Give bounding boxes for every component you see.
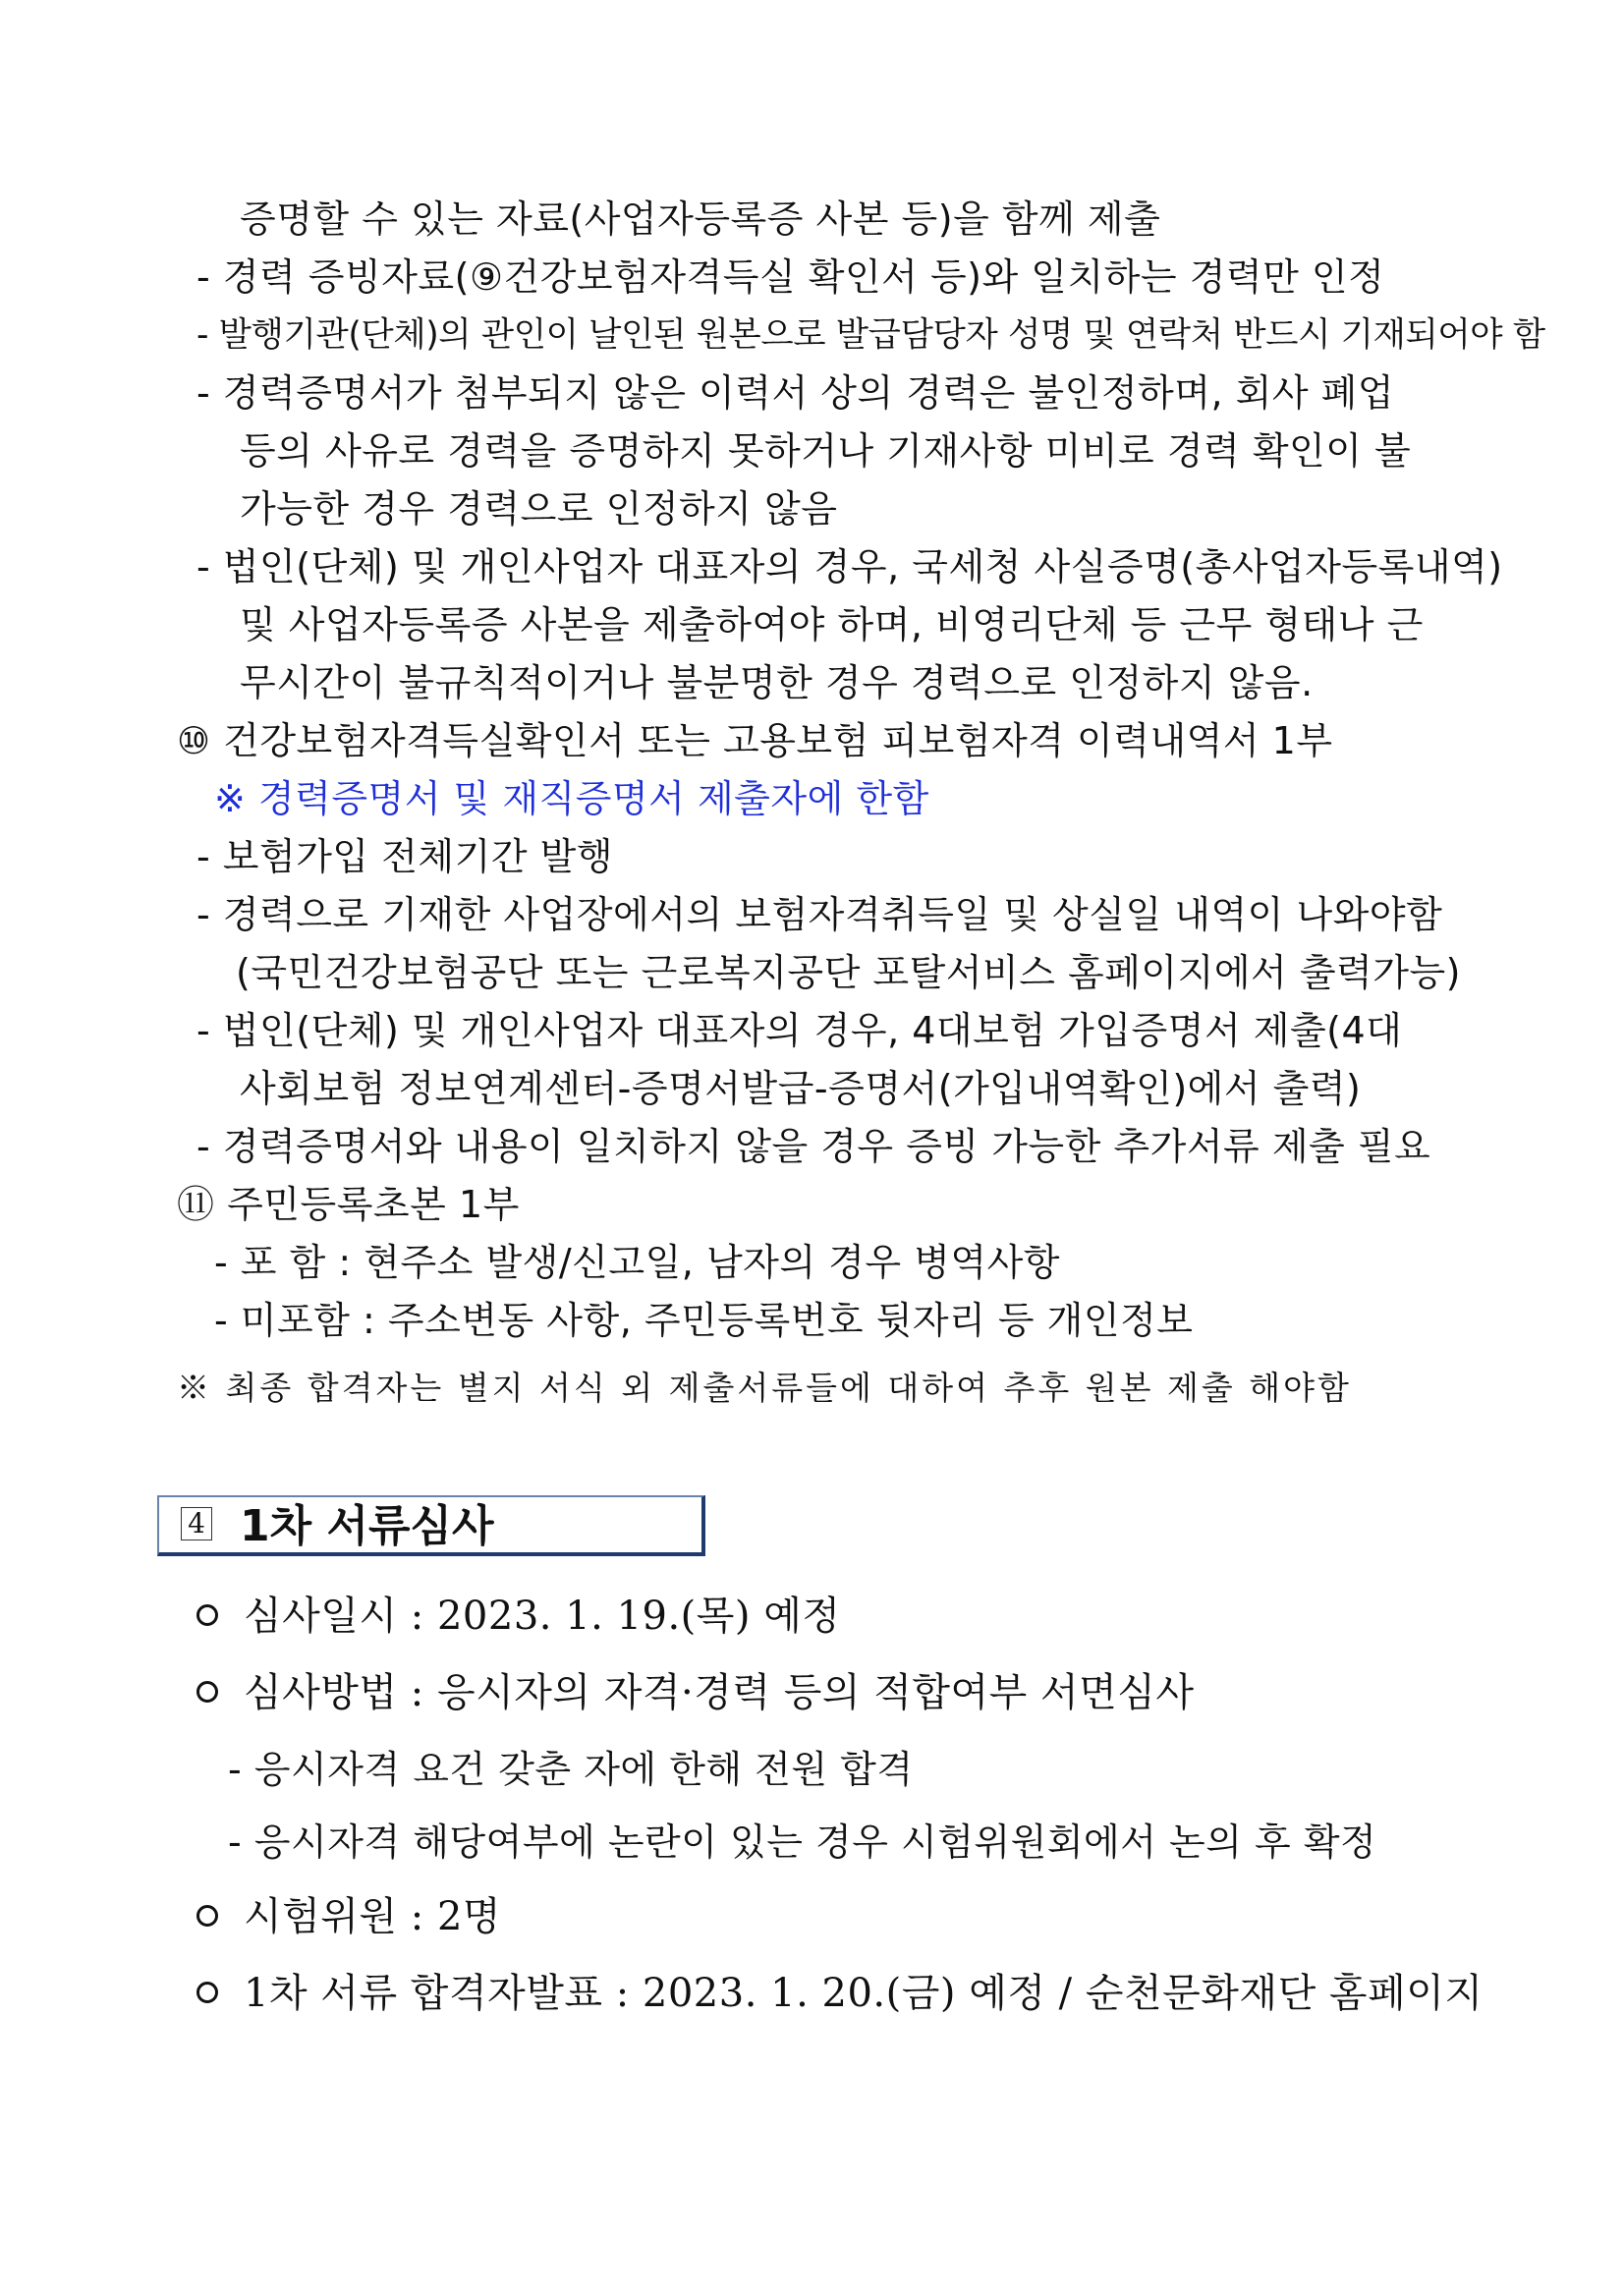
section-number: 4	[181, 1507, 212, 1540]
text-line: - 경력증명서와 내용이 일치하지 않을 경우 증빙 가능한 추가서류 제출 필요	[196, 1125, 1431, 1168]
text-line: - 보험가입 전체기간 발행	[196, 835, 614, 878]
section-title: 1차 서류심사	[240, 1501, 494, 1551]
circle-bullet-icon	[196, 1982, 218, 2003]
text-line: - 포 함 : 현주소 발생/신고일, 남자의 경우 병역사항	[214, 1241, 1060, 1284]
text-line: 사회보험 정보연계센터-증명서발급-증명서(가입내역확인)에서 출력)	[240, 1067, 1362, 1110]
text-line: - 법인(단체) 및 개인사업자 대표자의 경우, 국세청 사실증명(총사업자등록내역)	[196, 545, 1503, 588]
circle-bullet-icon	[196, 1604, 218, 1626]
list-item: 시험위원 : 2명	[196, 1894, 501, 1939]
circle-bullet-icon	[196, 1905, 218, 1927]
text-line: - 경력증명서가 첨부되지 않은 이력서 상의 경력은 불인정하며, 회사 폐업	[196, 371, 1395, 415]
text-line: - 발행기관(단체)의 관인이 날인된 원본으로 발급담당자 성명 및 연락처 반드시 기재되어야 함	[196, 315, 1545, 355]
note-line: ※ 경력증명서 및 재직증명서 제출자에 한함	[214, 777, 929, 820]
text-line: - 경력 증빙자료(⑨건강보험자격득실 확인서 등)와 일치하는 경력만 인정	[196, 255, 1385, 299]
text-line: 무시간이 불규칙적이거나 불분명한 경우 경력으로 인정하지 않음.	[240, 661, 1314, 704]
list-item: - 응시자격 요건 갖춘 자에 한해 전원 합격	[228, 1748, 914, 1791]
text-line: - 미포함 : 주소변동 사항, 주민등록번호 뒷자리 등 개인정보	[214, 1299, 1194, 1342]
text-line: 및 사업자등록증 사본을 제출하여야 하며, 비영리단체 등 근무 형태나 근	[240, 603, 1424, 646]
text-line: - 경력으로 기재한 사업장에서의 보험자격취득일 및 상실일 내역이 나와야함	[196, 893, 1443, 936]
section-header	[157, 1495, 705, 1556]
list-item: 심사일시 : 2023. 1. 19.(목) 예정	[196, 1594, 841, 1639]
text-line: 증명할 수 있는 자료(사업자등록증 사본 등)을 함께 제출	[240, 197, 1161, 241]
list-item: 1차 서류 합격자발표 : 2023. 1. 20.(금) 예정 / 순천문화재단 홈페이지	[196, 1971, 1484, 2016]
text-line: 등의 사유로 경력을 증명하지 못하거나 기재사항 미비로 경력 확인이 불	[240, 429, 1412, 473]
text-line: 가능한 경우 경력으로 인정하지 않음	[240, 487, 838, 531]
text-line: ⑩ 건강보험자격득실확인서 또는 고용보험 피보험자격 이력내역서 1부	[177, 719, 1333, 762]
text-line: (국민건강보험공단 또는 근로복지공단 포탈서비스 홈페이지에서 출력가능)	[236, 951, 1461, 994]
list-item: - 응시자격 해당여부에 논란이 있는 경우 시험위원회에서 논의 후 확정	[228, 1820, 1377, 1864]
circle-bullet-icon	[196, 1681, 218, 1703]
notice-line: ※ 최종 합격자는 별지 서식 외 제출서류들에 대하여 추후 원본 제출 해야함	[177, 1369, 1352, 1407]
text-line: ⑪ 주민등록초본 1부	[177, 1183, 520, 1226]
list-item: 심사방법 : 응시자의 자격·경력 등의 적합여부 서면심사	[196, 1670, 1195, 1715]
text-line: - 법인(단체) 및 개인사업자 대표자의 경우, 4대보험 가입증명서 제출(4대	[196, 1009, 1403, 1052]
